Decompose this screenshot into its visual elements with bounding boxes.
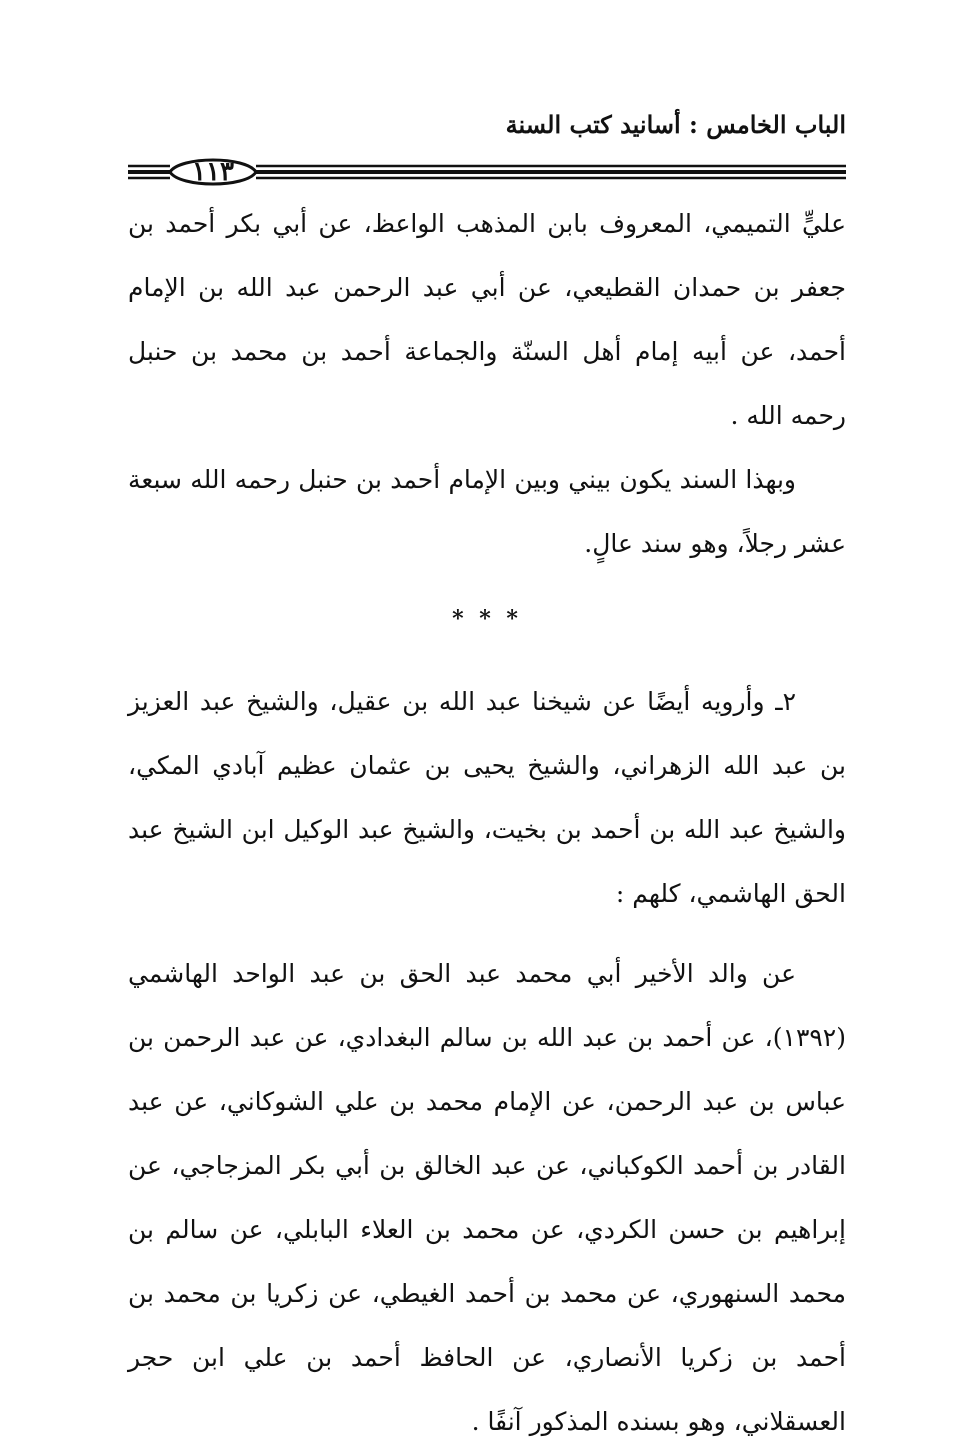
page-number: ١١٣ (192, 157, 234, 187)
main-text (128, 192, 846, 1454)
paragraph-2: وبهذا السند يكون بيني وبين الإمام أحمد بن حنبل رحمه الله سبعة عشر رجلاً، وهو سند عالٍ. (128, 465, 846, 558)
paragraph-1: عليٍّ التميمي، المعروف بابن المذهب الواعظ، عن أبي بكر أحمد بن جعفر بن حمدان القطيعي، عن أبي عبد الرحمن عبد الله بن الإمام أحمد، عن أبيه إمام أهل السنّة والجماعة أحمد بن محمد بن حنبل رحمه الله . (128, 209, 846, 430)
running-head: الباب الخامس : أسانيد كتب السنة (505, 110, 846, 139)
section-separator: * * * (452, 606, 522, 632)
page-header (128, 110, 846, 190)
paragraph-gap (128, 926, 846, 942)
paragraph-4: عن والد الأخير أبي محمد عبد الحق بن عبد الواحد الهاشمي (١٣٩٢)، عن أحمد بن عبد الله بن سالم البغدادي، عن عبد الرحمن بن عباس بن عبد الرحمن، عن الإمام محمد بن علي الشوكاني، عن عبد القادر بن أحمد الكوكباني، عن عبد الخالق بن أبي بكر المزجاجي، عن إبراهيم بن حسن الكردي، عن محمد بن العلاء البابلي، عن سالم بن محمد السنهوري، عن محمد بن أحمد الغيطي، عن زكريا بن محمد بن أحمد بن زكريا الأنصاري، عن الحافظ أحمد بن علي ابن حجر العسقلاني، وهو بسنده المذكور آنفًا . (128, 959, 846, 1436)
paragraph-3: ٢ـ وأرويه أيضًا عن شيخنا عبد الله بن عقيل، والشيخ عبد العزيز بن عبد الله الزهراني، والشيخ يحيى بن عثمان عظيم آبادي المكي، والشيخ عبد الله بن أحمد بن بخيت، والشيخ عبد الوكيل ابن الشيخ عبد الحق الهاشمي، كلهم : (128, 687, 846, 908)
header-rule (128, 154, 846, 190)
